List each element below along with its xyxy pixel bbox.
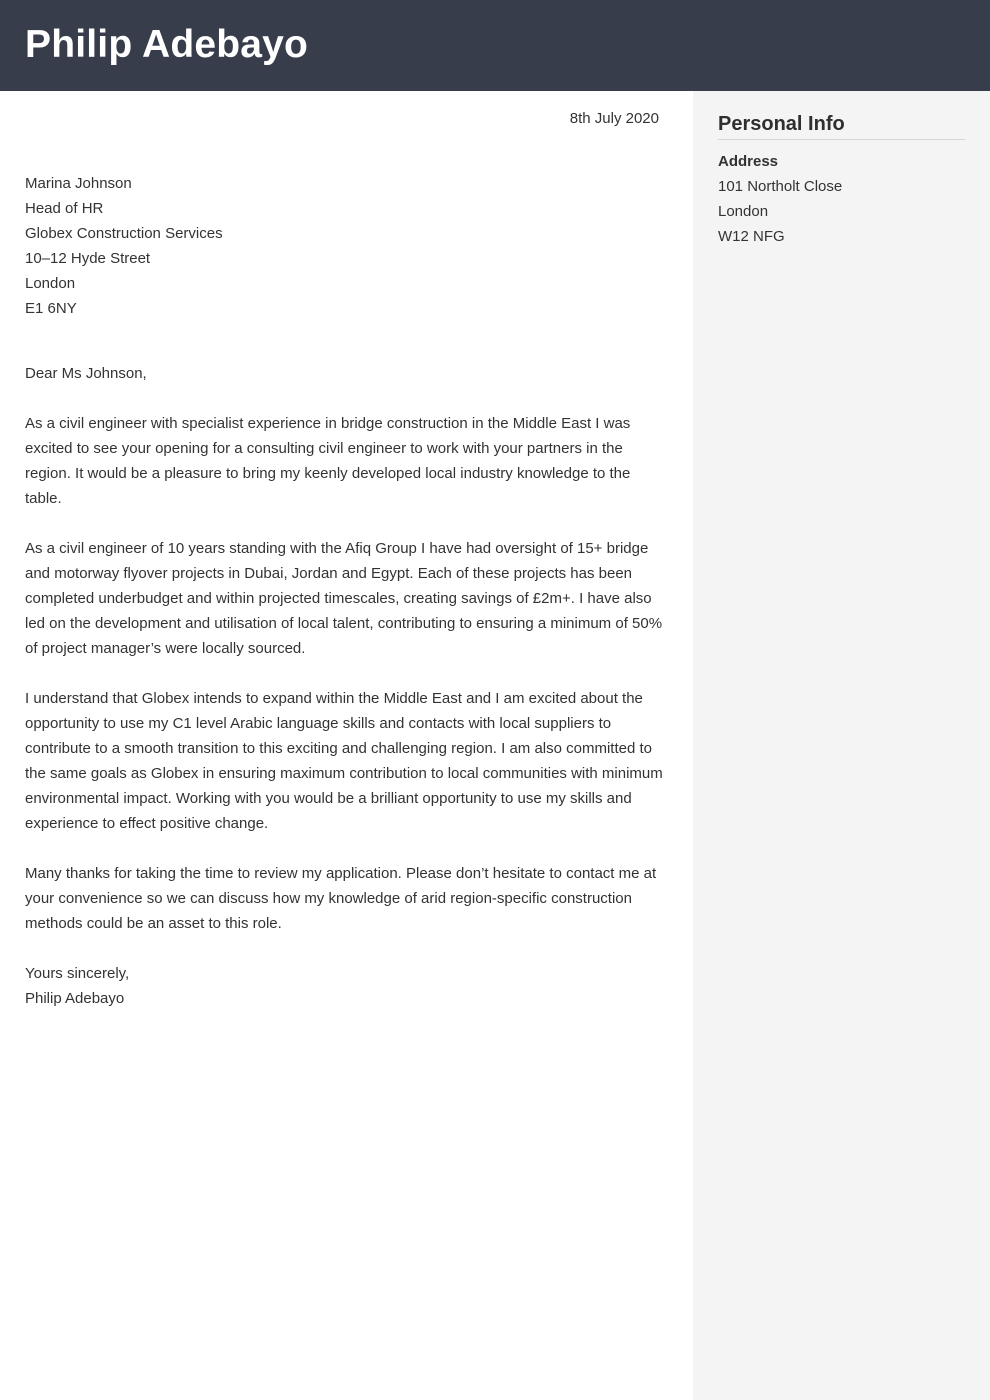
recipient-block: [25, 171, 223, 321]
letter-content: [25, 361, 665, 1011]
recipient-postcode: E1 6NY: [25, 300, 77, 317]
address-line-3: W12 NFG: [718, 228, 785, 245]
recipient-title: Head of HR: [25, 200, 104, 217]
resume-header: [0, 0, 990, 91]
applicant-name: Philip Adebayo: [25, 23, 309, 66]
personal-info-heading: Personal Info: [718, 111, 965, 140]
address-line-2: London: [718, 203, 769, 220]
paragraph-1: As a civil engineer with specialist experience in bridge construction in the Middle East I was excited to see your opening for a consulting civil engineer to work with your partners in the region. It would be a pleasure to bring my keenly developed local industry knowledge to the table.: [25, 415, 631, 507]
paragraph-4: Many thanks for taking the time to review my application. Please don’t hesitate to contact me at your convenience so we can discuss how my knowledge of arid region-specific construction methods could be an asset to this role.: [25, 865, 657, 932]
closing: Yours sincerely,: [25, 965, 130, 982]
address-block: [718, 174, 842, 249]
recipient-city: London: [25, 275, 76, 292]
paragraph-3: I understand that Globex intends to expand within the Middle East and I am excited about the opportunity to use my C1 level Arabic language skills and contacts with local suppliers to contribute to a smooth transition to this exciting and challenging region. I am also committed to the same goals as Globex in ensuring maximum contribution to local communities with minimum environmental impact. Working with you would be a brilliant opportunity to use my skills and experience to effect positive change.: [25, 690, 663, 832]
letter-date: 8th July 2020: [569, 110, 659, 127]
address-line-1: 101 Northolt Close: [718, 178, 843, 195]
recipient-street: 10–12 Hyde Street: [25, 250, 151, 267]
address-label: Address: [718, 153, 779, 170]
sidebar: [693, 91, 990, 1400]
greeting: Dear Ms Johnson,: [25, 365, 147, 382]
recipient-company: Globex Construction Services: [25, 225, 223, 242]
paragraph-2: As a civil engineer of 10 years standing with the Afiq Group I have had oversight of 15+ bridge and motorway flyover projects in Dubai, Jordan and Egypt. Each of these projects has been completed underbudget and within projected timescales, creating savings of £2m+. I have also led on the development and utilisation of local talent, contributing to ensuring a minimum of 50% of project manager’s were locally sourced.: [25, 540, 663, 657]
recipient-name: Marina Johnson: [25, 175, 132, 192]
closing-block: [25, 961, 665, 1011]
signature: Philip Adebayo: [25, 990, 125, 1007]
